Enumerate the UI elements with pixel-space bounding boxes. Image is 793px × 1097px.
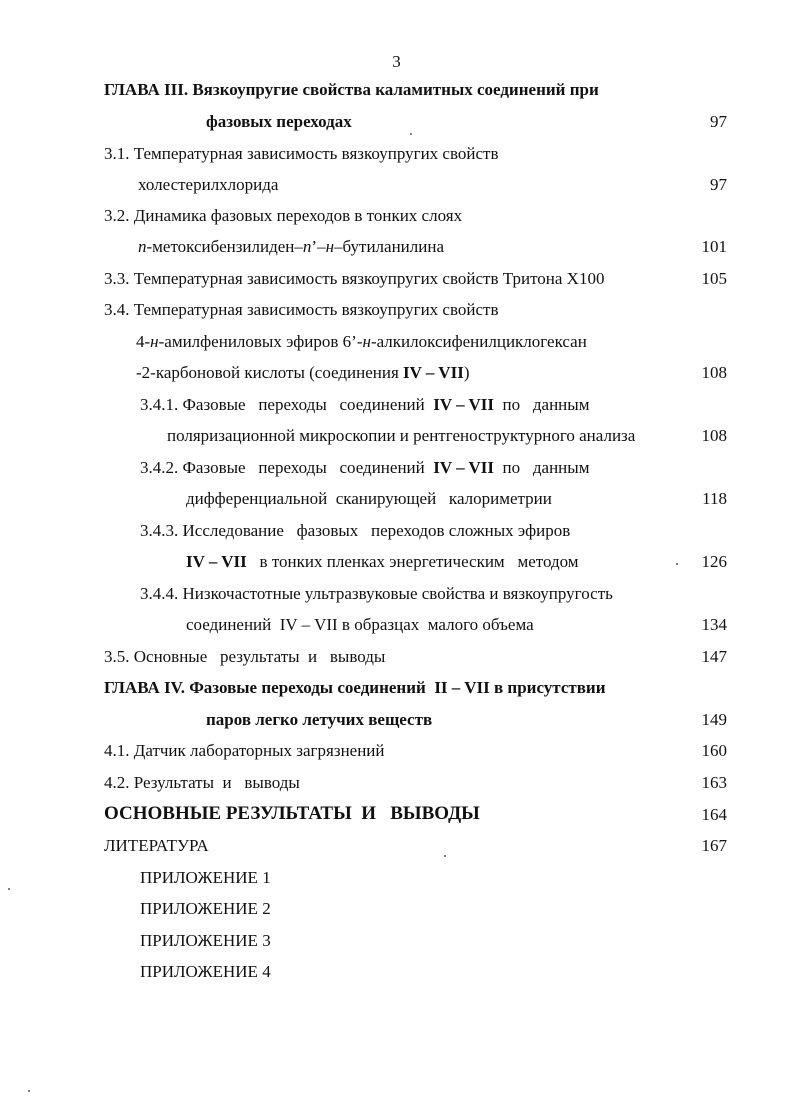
text-fragment: –бутиланилина <box>334 237 444 256</box>
bold-compounds: IV – VII <box>186 552 247 571</box>
text-fragment: по данным <box>494 458 590 477</box>
section-3-4-line-3 <box>136 363 470 383</box>
italic-n: n <box>138 237 147 256</box>
section-3-4-1-line-2: поляризационной микроскопии и рентгеноструктурного анализа <box>167 426 636 445</box>
section-3-1-page: 97 <box>710 175 727 194</box>
scan-speck <box>8 888 10 890</box>
text-fragment: -метоксибензилиден– <box>146 237 303 256</box>
section-3-4-line-2 <box>136 332 587 352</box>
appendix-1: ПРИЛОЖЕНИЕ 1 <box>140 868 271 887</box>
section-4-1-line: 4.1. Датчик лабораторных загрязнений <box>104 741 385 760</box>
text-fragment: -2-карбоновой кислоты (соединения <box>136 363 404 382</box>
literature-line: ЛИТЕРАТУРА <box>104 836 209 855</box>
section-3-4-4-page: 134 <box>701 615 727 634</box>
italic-n: н <box>150 332 159 351</box>
section-3-1-line-1: 3.1. Температурная зависимость вязкоупругих свойств <box>104 144 499 163</box>
text-fragment: -амилфениловых эфиров 6’- <box>158 332 363 351</box>
section-3-4-3-line-1: 3.4.3. Исследование фазовых переходов сложных эфиров <box>140 521 571 540</box>
section-3-4-1-line-1 <box>140 395 589 415</box>
appendix-2: ПРИЛОЖЕНИЕ 2 <box>140 899 271 918</box>
scan-speck <box>28 1090 30 1092</box>
section-3-4-line-1: 3.4. Температурная зависимость вязкоупругих свойств <box>104 300 499 319</box>
section-3-2-line-1: 3.2. Динамика фазовых переходов в тонких слоях <box>104 206 463 225</box>
section-3-4-3-page: 126 <box>701 552 727 571</box>
appendix-4: ПРИЛОЖЕНИЕ 4 <box>140 962 271 981</box>
italic-n: n <box>302 237 312 256</box>
scan-speck <box>410 133 412 135</box>
section-3-1-line-2: холестерилхлорида <box>138 175 279 194</box>
text-fragment: 3.4.1. Фазовые переходы соединений <box>140 395 434 414</box>
section-3-4-3-line-2 <box>186 552 579 572</box>
section-3-4-4-line-2: соединений IV – VII в образцах малого объема <box>186 615 534 634</box>
section-3-5-line: 3.5. Основные результаты и выводы <box>104 647 386 666</box>
bold-compounds: IV – VII <box>433 395 495 414</box>
text-fragment: по данным <box>494 395 590 414</box>
chapter-3-title-line-1: ГЛАВА III. Вязкоупругие свойства каламитных соединений при <box>104 80 599 99</box>
italic-n: н <box>325 237 335 256</box>
main-results-page: 164 <box>701 805 727 824</box>
chapter-3-page: 97 <box>710 112 727 131</box>
text-fragment: 3.4.2. Фазовые переходы соединений <box>140 458 434 477</box>
page-number: 3 <box>392 52 401 71</box>
scan-speck <box>676 563 678 565</box>
section-3-4-2-line-1 <box>140 458 589 478</box>
chapter-4-page: 149 <box>701 710 727 729</box>
main-results-line: ОСНОВНЫЕ РЕЗУЛЬТАТЫ И ВЫВОДЫ <box>104 803 480 824</box>
section-3-5-page: 147 <box>701 647 727 666</box>
chapter-4-title-line-1: ГЛАВА IV. Фазовые переходы соединений II – VII в присутствии <box>104 678 606 697</box>
literature-page: 167 <box>701 836 727 855</box>
text-fragment: 4- <box>136 332 151 351</box>
text-fragment: в тонких пленках энергетическим методом <box>246 552 579 571</box>
chapter-3-title-line-2: фазовых переходах <box>206 112 352 131</box>
section-3-3-line: 3.3. Температурная зависимость вязкоупругих свойств Тритона X100 <box>104 269 605 288</box>
text-fragment: ’– <box>311 237 326 256</box>
section-3-4-4-line-1: 3.4.4. Низкочастотные ультразвуковые свойства и вязкоупругость <box>140 584 613 603</box>
section-3-4-2-page: 118 <box>702 489 727 508</box>
section-3-3-page: 105 <box>701 269 727 288</box>
section-3-4-1-page: 108 <box>701 426 727 445</box>
section-3-4-page: 108 <box>701 363 727 382</box>
scan-speck <box>444 855 446 857</box>
text-fragment: ) <box>463 363 470 382</box>
text-fragment: -алкилоксифенилциклогексан <box>370 332 587 351</box>
italic-n: н <box>362 332 371 351</box>
bold-compounds: IV – VII <box>403 363 464 382</box>
section-4-2-line: 4.2. Результаты и выводы <box>104 773 300 792</box>
section-4-2-page: 163 <box>701 773 727 792</box>
chapter-4-title-line-2: паров легко летучих веществ <box>206 710 433 729</box>
bold-compounds: IV – VII <box>433 458 495 477</box>
section-3-4-2-line-2: дифференциальной сканирующей калориметрии <box>186 489 552 508</box>
section-4-1-page: 160 <box>701 741 727 760</box>
section-3-2-line-2 <box>138 237 444 257</box>
appendix-3: ПРИЛОЖЕНИЕ 3 <box>140 931 271 950</box>
section-3-2-page: 101 <box>701 237 727 256</box>
